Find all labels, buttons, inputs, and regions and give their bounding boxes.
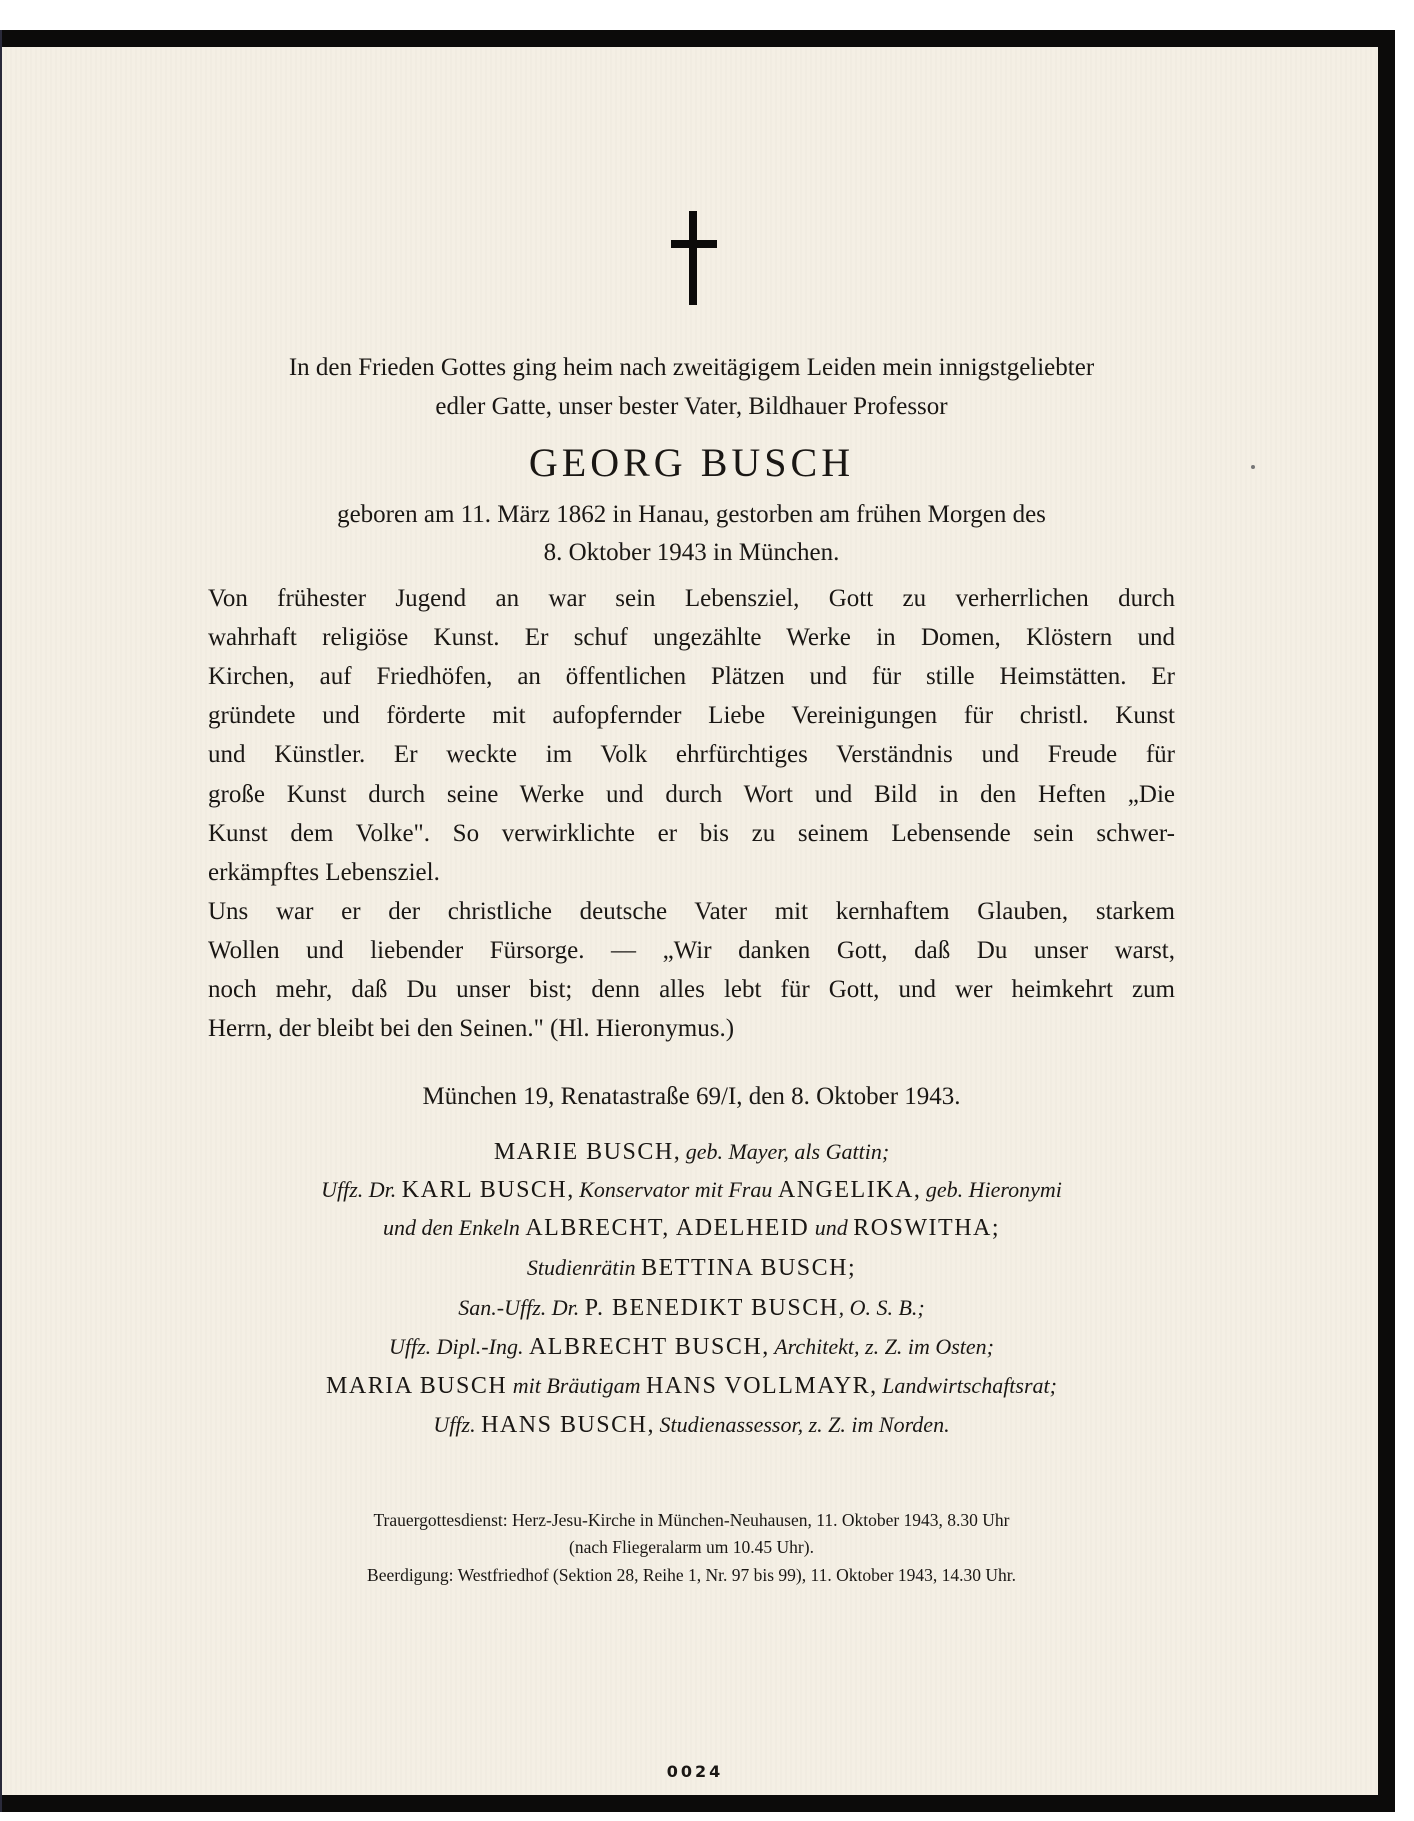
- mourner-title: ,: [913, 1177, 926, 1203]
- biography-line: noch mehr, daß Du unser bist; denn alles lebt für Gott, und wer heimkehrt zum: [208, 976, 1175, 1003]
- biography-line: wahrhaft religiöse Kunst. Er schuf ungezählte Werke in Domen, Klöstern und: [208, 624, 1175, 651]
- mourner-title: Konservator mit Frau: [579, 1177, 778, 1202]
- mourner-title: geb. Hieronymi: [925, 1177, 1062, 1202]
- place-and-date: München 19, Renatastraße 69/I, den 8. Oktober 1943.: [422, 1083, 961, 1110]
- mourner-name: ROSWITHA;: [853, 1215, 1001, 1241]
- mourner-title: Studienassessor, z. Z. im Norden.: [659, 1412, 950, 1437]
- sheet-left-edge: [0, 30, 2, 1812]
- mourner-name: MARIA BUSCH: [326, 1373, 508, 1399]
- mourner-title: ,: [673, 1139, 686, 1165]
- biography-line: und Künstler. Er weckte im Volk ehrfürchtiges Verständnis und Freude für: [208, 741, 1175, 768]
- mourner-title: ,: [647, 1412, 660, 1438]
- intro-line-2: edler Gatte, unser bester Vater, Bildhauer Professor: [435, 393, 948, 420]
- mourner-title: und: [809, 1215, 854, 1240]
- mourner-line: [208, 1256, 1175, 1280]
- mourner-title: mit Bräutigam: [507, 1373, 646, 1398]
- biography-line: gründete und förderte mit aufopfernder Liebe Vereinigungen für christl. Kunst: [208, 702, 1175, 729]
- funeral-service-line: Trauergottesdienst: Herz-Jesu-Kirche in München-Neuhausen, 11. Oktober 1943, 8.30 Uhr: [373, 1510, 1010, 1530]
- biography-line: Kunst dem Volke". So verwirklichte er bis zu seinem Lebensende sein schwer-: [208, 820, 1175, 847]
- cross-icon: [671, 211, 717, 305]
- mourning-border-bottom: [0, 1795, 1395, 1812]
- intro-line-1: In den Frieden Gottes ging heim nach zweitägigem Leiden mein innigstgeliebter: [288, 354, 1095, 381]
- mourner-name: KARL BUSCH: [401, 1177, 568, 1203]
- paper-speck: [1251, 465, 1255, 469]
- biography-line: Von frühester Jugend an war sein Lebensziel, Gott zu verherrlichen durch: [208, 585, 1175, 612]
- mourning-border-right: [1378, 30, 1395, 1812]
- dates-line-2: 8. Oktober 1943 in München.: [543, 539, 840, 566]
- mourner-line: [208, 1140, 1175, 1164]
- page-number: 0024: [666, 1762, 724, 1781]
- biography-line: Uns war er der christliche deutsche Vater mit kernhaftem Glauben, starkem: [208, 898, 1175, 925]
- biography-line: erkämpftes Lebensziel.: [208, 859, 440, 886]
- mourner-name: ANGELIKA: [777, 1177, 914, 1203]
- mourner-line: [208, 1374, 1175, 1398]
- biography-line: große Kunst durch seine Werke und durch Wort und Bild in den Heften „Die: [208, 781, 1175, 808]
- cross-icon-horizontal: [671, 240, 717, 248]
- mourner-title: , O. S. B.;: [838, 1295, 925, 1320]
- mourner-line: [208, 1335, 1175, 1359]
- deceased-name: GEORG BUSCH: [528, 440, 855, 485]
- mourner-title: ,: [870, 1373, 883, 1399]
- mourner-title: ,: [567, 1177, 580, 1203]
- mourner-title: ,: [762, 1334, 775, 1360]
- mourner-title: Uffz. Dr.: [321, 1177, 402, 1202]
- mourner-line: [208, 1178, 1175, 1202]
- mourner-title: San.-Uffz. Dr.: [458, 1295, 585, 1320]
- mourner-line: [208, 1296, 1175, 1320]
- dates-line-1: geboren am 11. März 1862 in Hanau, gestorben am frühen Morgen des: [337, 501, 1046, 528]
- mourner-title: Landwirtschaftsrat;: [882, 1373, 1057, 1398]
- mourner-name: BETTINA BUSCH;: [641, 1255, 857, 1281]
- mourner-name: MARIE BUSCH: [493, 1139, 674, 1165]
- burial-line: Beerdigung: Westfriedhof (Sektion 28, Reihe 1, Nr. 97 bis 99), 11. Oktober 1943, 14.30 Uhr.: [367, 1565, 1016, 1585]
- mourner-title: Uffz.: [433, 1412, 482, 1437]
- mourner-title: Studienrätin: [526, 1255, 642, 1280]
- mourning-border-top: [0, 30, 1395, 47]
- mourner-name: HANS BUSCH: [481, 1412, 648, 1438]
- mourner-line: [208, 1216, 1175, 1240]
- mourner-title: Uffz. Dipl.-Ing.: [389, 1334, 529, 1359]
- cross-icon-vertical: [689, 211, 697, 305]
- biography-line: Herrn, der bleibt bei den Seinen." (Hl. Hieronymus.): [208, 1015, 735, 1042]
- mourner-title: Architekt, z. Z. im Osten;: [774, 1334, 994, 1359]
- biography-line: Kirchen, auf Friedhöfen, an öffentlichen Plätzen und für stille Heimstätten. Er: [208, 663, 1175, 690]
- mourner-title: und den Enkeln: [382, 1215, 526, 1240]
- mourner-title: geb. Mayer, als Gattin;: [685, 1139, 890, 1164]
- mourner-name: ALBRECHT, ADELHEID: [525, 1215, 810, 1241]
- funeral-service-note: (nach Fliegeralarm um 10.45 Uhr).: [569, 1537, 814, 1557]
- biography-line: Wollen und liebender Fürsorge. — „Wir danken Gott, daß Du unser warst,: [208, 937, 1175, 964]
- mourner-name: P. BENEDIKT BUSCH: [584, 1295, 839, 1321]
- mourner-name: HANS VOLLMAYR: [645, 1373, 871, 1399]
- mourner-name: ALBRECHT BUSCH: [528, 1334, 763, 1360]
- mourner-line: [208, 1413, 1175, 1437]
